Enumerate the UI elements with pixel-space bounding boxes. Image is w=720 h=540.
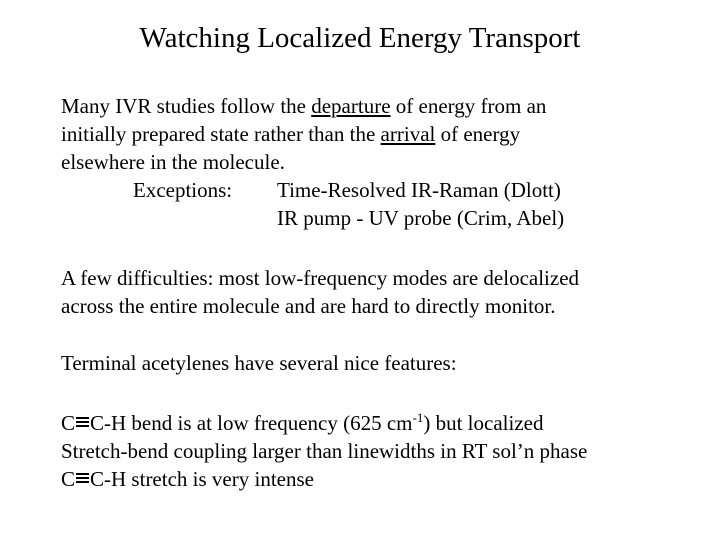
text-segment: of energy from an [390,94,547,118]
feature-item: Stretch-bend coupling larger than linewidths in RT sol’n phase [61,439,588,463]
text-segment: of energy [435,122,521,146]
superscript: -1 [412,410,424,425]
paragraph-terminal-acetylenes [61,349,457,377]
exceptions-label: Exceptions: [133,178,233,202]
feature-item [61,465,587,493]
paragraph-line [61,120,546,148]
paragraph-line [61,92,546,120]
slide-title: Watching Localized Energy Transport [139,22,581,54]
triple-bond-icon [76,471,89,484]
feature-item [61,409,587,437]
paragraph-ivr-studies [61,92,565,232]
paragraph-line: Terminal acetylenes have several nice features: [61,351,457,375]
paragraph-line: A few difficulties: most low-frequency modes are delocalized [61,266,580,290]
underlined-word-arrival: arrival [380,122,436,146]
atom-symbol: C [61,411,76,435]
exception-item: IR pump - UV probe (Crim, Abel) [277,206,565,230]
exceptions-row [61,204,565,232]
text-segment: C-H stretch is very intense [90,467,314,491]
paragraph-line: elsewhere in the molecule. [61,150,285,174]
exceptions-row [61,176,561,204]
paragraph-line: across the entire molecule and are hard to directly monitor. [61,294,556,318]
underlined-word-departure: departure [311,94,391,118]
text-segment: C-H bend is at low frequency (625 cm [90,411,413,435]
paragraph-difficulties [61,264,579,320]
triple-bond-icon [76,415,89,428]
atom-symbol: C [61,467,76,491]
feature-list [61,409,587,493]
text-segment: initially prepared state rather than the [61,122,381,146]
text-segment: Many IVR studies follow the [61,94,312,118]
exception-item: Time-Resolved IR-Raman (Dlott) [277,178,561,202]
text-segment: ) but localized [423,411,544,435]
